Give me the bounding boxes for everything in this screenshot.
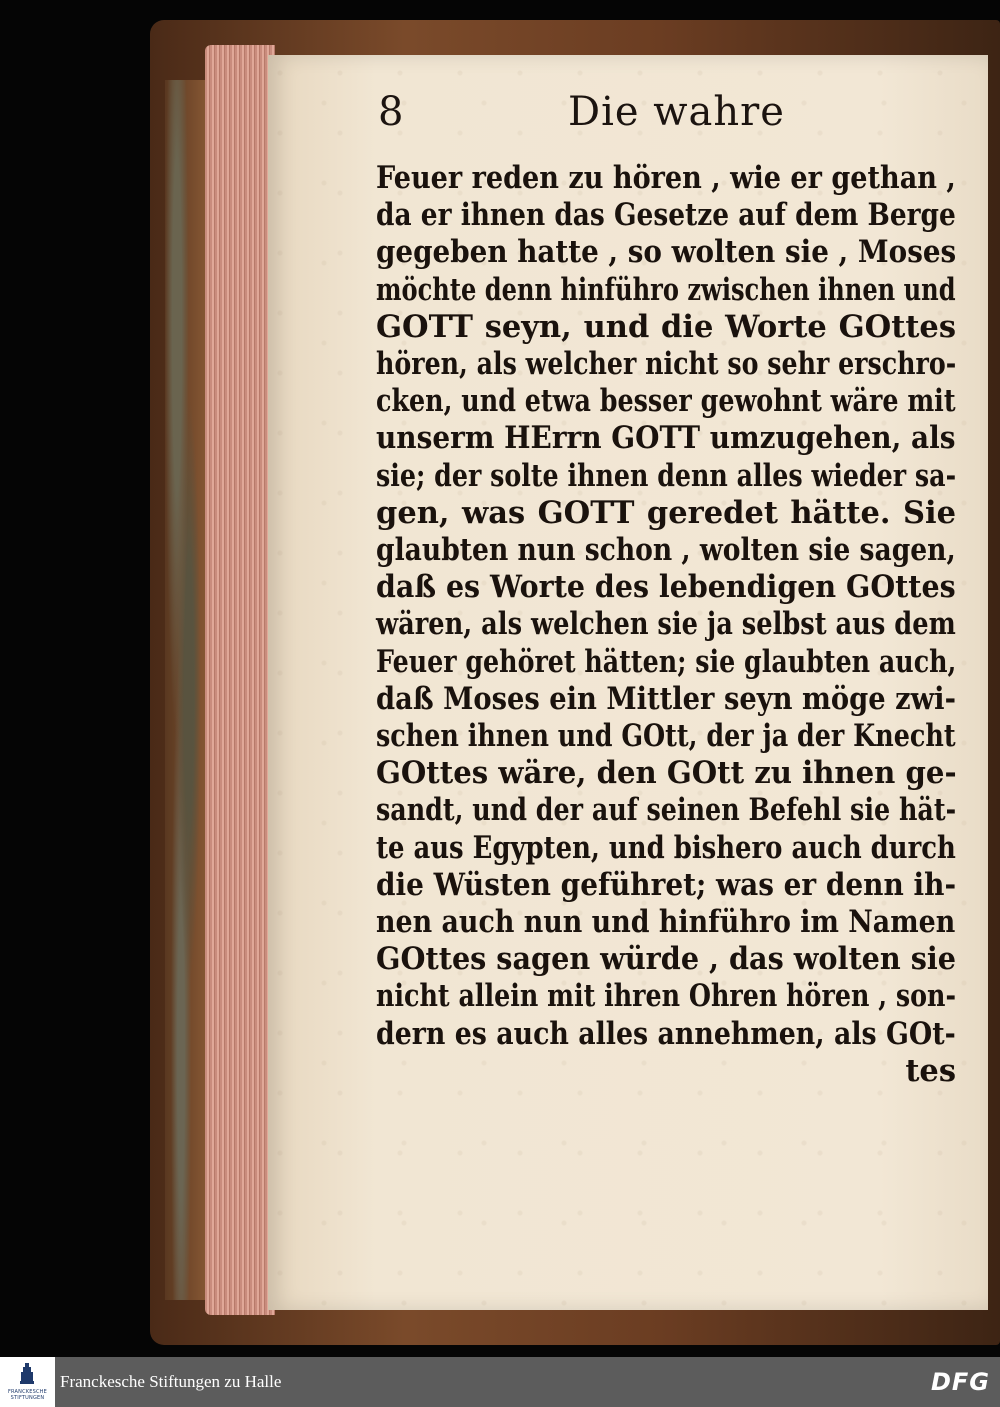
page-edges (205, 45, 275, 1315)
dfg-logo[interactable]: DFG (930, 1368, 990, 1396)
text-line: te aus Egypten, und bishero auch durch (376, 829, 956, 866)
text-line: nicht allein mit ihren Ohren hören , son- (376, 978, 956, 1015)
text-line: dern es auch alles annehmen, als GOt- (376, 1015, 956, 1052)
text-line: sie; der solte ihnen denn alles wieder sa- (376, 457, 957, 494)
text-line: schen ihnen und GOtt, der ja der Knecht (376, 718, 956, 755)
cover-mottling (165, 80, 205, 1300)
logo-text: FRANCKESCHE STIFTUNGEN (7, 1389, 48, 1401)
body-text (376, 160, 956, 1090)
text-line: sandt, und der auf seinen Befehl sie hät- (376, 792, 957, 829)
text-line: GOTT seyn, und die Worte GOttes (376, 308, 956, 345)
catchword: tes (905, 1052, 956, 1089)
text-line: nen auch nun und hinführo im Namen (376, 904, 956, 941)
building-icon (20, 1363, 34, 1385)
text-line: die Wüsten geführet; was er denn ih- (376, 866, 957, 903)
text-line: hören, als welcher nicht so sehr erschro- (376, 346, 957, 383)
page-number: 8 (378, 89, 404, 135)
viewer-footer (0, 1357, 1000, 1407)
text-line: da er ihnen das Gesetze auf dem Berge (376, 197, 956, 234)
text-line: daß Moses ein Mittler seyn möge zwi- (376, 680, 956, 717)
text-line: wären, als welchen sie ja selbst aus dem (376, 606, 956, 643)
text-line: glaubten nun schon , wolten sie sagen, (376, 532, 956, 569)
institution-logo[interactable] (0, 1357, 55, 1407)
text-line: Feuer reden zu hören , wie er gethan , (376, 160, 956, 196)
text-line: GOttes wäre, den GOtt zu ihnen ge- (376, 755, 957, 792)
text-line: gen, was GOTT geredet hätte. Sie (376, 494, 956, 531)
institution-name: Franckesche Stiftungen zu Halle (60, 1372, 282, 1391)
text-line: Feuer gehöret hätten; sie glaubten auch, (376, 643, 957, 680)
text-line: unserm HErrn GOTT umzugehen, als (376, 420, 956, 457)
text-line: cken, und etwa besser gewohnt wäre mit (376, 383, 956, 420)
page-header (378, 82, 938, 142)
text-line: daß es Worte des lebendigen GOttes (376, 569, 956, 606)
text-line: möchte denn hinführo zwischen ihnen und (376, 271, 956, 308)
running-head: Die wahre (568, 89, 785, 135)
text-line: gegeben hatte , so wolten sie , Moses (376, 234, 957, 271)
text-line: GOttes sagen würde , das wolten sie (376, 941, 957, 978)
